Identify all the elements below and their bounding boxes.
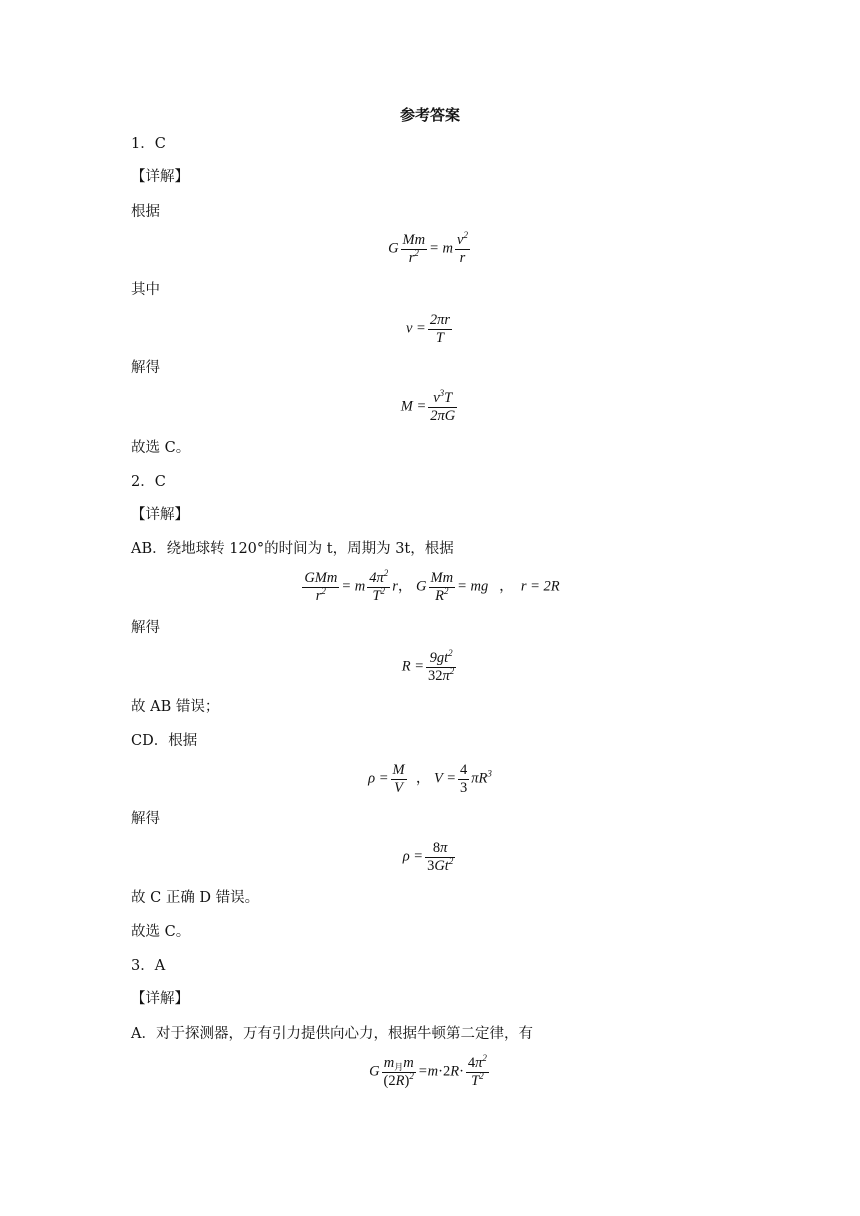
equation-density-result: ρ = $\frac{8\pi}{3Gt^2}$ bbox=[402, 840, 454, 874]
text-solve-1: 解得 bbox=[131, 360, 160, 376]
equation-velocity: v = $\frac{2\pi r}{T}$ bbox=[405, 312, 451, 346]
text-solve-2: 解得 bbox=[131, 620, 160, 636]
answer-1: 1．C bbox=[131, 136, 166, 152]
detail-heading-1: 【详解】 bbox=[131, 169, 189, 185]
detail-heading-2: 【详解】 bbox=[131, 507, 189, 523]
text-according-to-1: 根据 bbox=[131, 204, 160, 220]
equation-mass: M = $\frac{v^3T}{2\pi G}$ bbox=[400, 388, 456, 424]
equation-radius: R = $\frac{9gt^2}{32\pi^2}$ bbox=[401, 648, 455, 684]
conclusion-cd: 故 C 正确 D 错误。 bbox=[131, 890, 260, 906]
moon-subscript: 月 bbox=[394, 1062, 404, 1072]
equation-gravity-centripetal: G $\frac{Mm}{r^2}$ = m $\frac{v^2}{r}$ bbox=[388, 230, 468, 266]
text-a-intro: A．对于探测器，万有引力提供向心力，根据牛顿第二定律，有 bbox=[131, 1026, 533, 1042]
page-title: 参考答案 bbox=[399, 106, 460, 124]
equation-density-volume: ρ = $\frac{M}{V}$ ， V = $\frac{4}{3}$ $\pi R^3$ bbox=[368, 762, 492, 796]
text-where: 其中 bbox=[131, 282, 160, 298]
conclusion-ab: 故 AB 错误； bbox=[131, 699, 220, 715]
answer-3: 3．A bbox=[131, 958, 166, 974]
equation-probe-orbit: G $\frac{m_月m}{(2R)^2}$ =m·2R· $\frac{4\pi^2}{T^2}$ bbox=[369, 1053, 487, 1089]
conclusion-1: 故选 C。 bbox=[131, 440, 191, 456]
conclusion-2: 故选 C。 bbox=[131, 924, 191, 940]
answer-2: 2．C bbox=[131, 474, 166, 490]
equation-orbit-system: $\frac{\text{GMm}}{r^2}$ = m $\frac{4\pi^2}{T^2}$ r， G $\frac{Mm}{R^2}$ = mg ， r = 2R bbox=[304, 568, 560, 604]
text-cd-intro: CD．根据 bbox=[131, 733, 198, 749]
text-solve-3: 解得 bbox=[131, 811, 160, 827]
text-ab-intro: AB．绕地球转 120°的时间为 t，周期为 3t，根据 bbox=[131, 541, 454, 557]
detail-heading-3: 【详解】 bbox=[131, 991, 189, 1007]
